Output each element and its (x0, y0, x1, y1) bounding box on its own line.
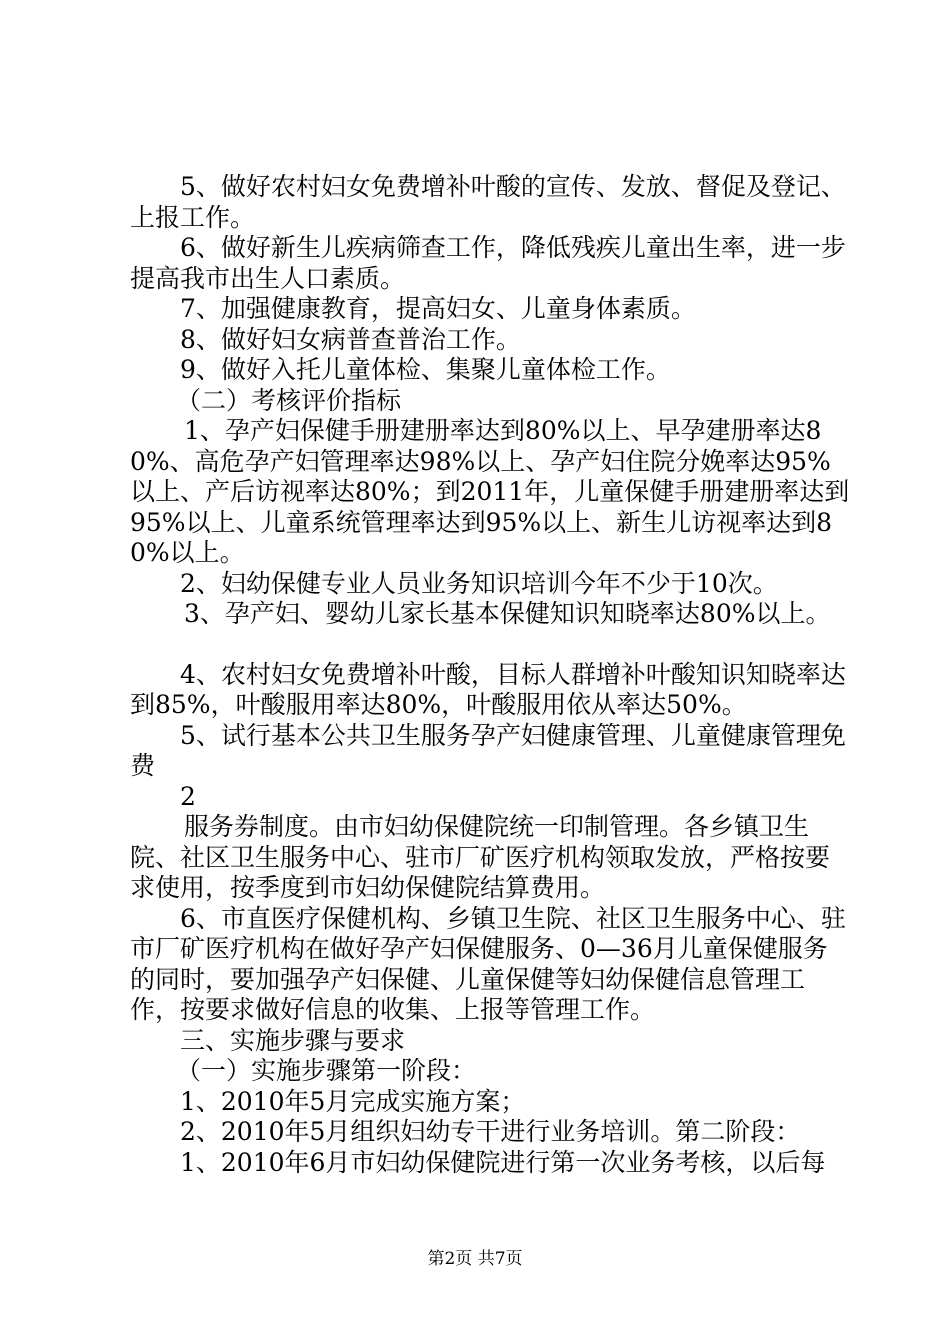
paragraph-item-6: 6、做好新生儿疾病筛查工作，降低残疾儿童出生率，进一步提高我市出生人口素质。 (130, 233, 846, 293)
page-footer (0, 1244, 950, 1269)
paragraph-step-2: 2、2010年5月组织妇幼专干进行业务培训。第二阶段： (180, 1117, 801, 1146)
paragraph-item-9: 9、做好入托儿童体检、集聚儿童体检工作。 (180, 355, 671, 384)
inline-page-number: 2 (180, 781, 196, 811)
section-heading-steps: 三、实施步骤与要求 (180, 1025, 406, 1055)
subsection-heading-stage-one: （一）实施步骤第一阶段： (176, 1056, 477, 1085)
section-heading-evaluation: （二）考核评价指标 (176, 385, 402, 415)
page-indicator: 第2页 共7页 (427, 1249, 523, 1269)
paragraph-indicator-5: 5、试行基本公共卫生服务孕产妇健康管理、儿童健康管理免费 (130, 720, 846, 780)
paragraph-indicator-2: 2、妇幼保健专业人员业务知识培训今年不少于10次。 (180, 568, 778, 598)
paragraph-step-3: 1、2010年6月市妇幼保健院进行第一次业务考核，以后每 (180, 1147, 826, 1177)
paragraph-item-8: 8、做好妇女病普查普治工作。 (180, 324, 521, 354)
paragraph-indicator-1: 1、孕产妇保健手册建册率达到80%以上、早孕建册率达80%、高危孕产妇管理率达98%以上、孕产妇住院分娩率达95%以上、产后访视率达80%；到2011年，儿童保健手册建册率达到95%以上、儿童系统管理率达到95%以上、新生儿访视率达到80%以上。 (130, 416, 850, 567)
paragraph-indicator-6: 6、市直医疗保健机构、乡镇卫生院、社区卫生服务中心、驻市厂矿医疗机构在做好孕产妇保健服务、0—36月儿童保健服务的同时，要加强孕产妇保健、儿童保健等妇幼保健信息管理工作，按要求做好信息的收集、上报等管理工作。 (130, 903, 846, 1024)
paragraph-item-5: 5、做好农村妇女免费增补叶酸的宣传、发放、督促及登记、上报工作。 (130, 172, 846, 232)
paragraph-indicator-3: 3、孕产妇、婴幼儿家长基本保健知识知晓率达80%以上。 (184, 599, 831, 628)
paragraph-item-7: 7、加强健康教育，提高妇女、儿童身体素质。 (180, 294, 696, 323)
paragraph-indicator-4: 4、农村妇女免费增补叶酸，目标人群增补叶酸知识知晓率达到85%，叶酸服用率达80%，叶酸服用依从率达50%。 (130, 659, 846, 719)
document-body (130, 172, 850, 1178)
paragraph-voucher-system: 服务券制度。由市妇幼保健院统一印制管理。各乡镇卫生院、社区卫生服务中心、驻市厂矿医疗机构领取发放，严格按要求使用，按季度到市妇幼保健院结算费用。 (130, 812, 831, 902)
blank-line (130, 630, 850, 660)
paragraph-step-1: 1、2010年5月完成实施方案； (180, 1086, 526, 1116)
